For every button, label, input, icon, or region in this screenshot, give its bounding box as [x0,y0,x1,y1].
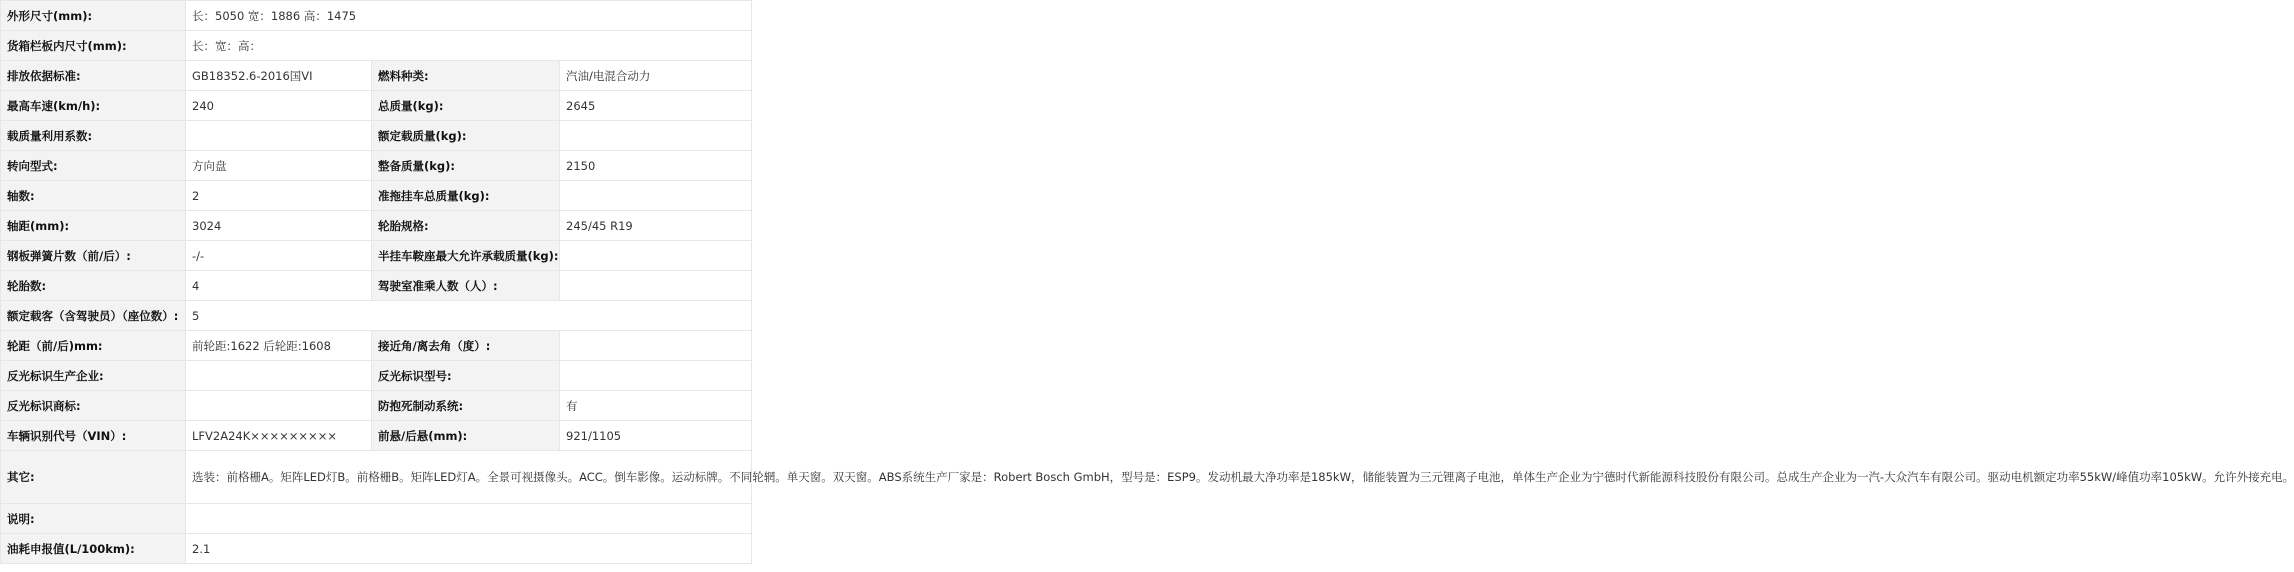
spec-value [560,271,752,301]
spec-label: 排放依据标准: [1,61,186,91]
spec-label: 反光标识型号: [372,361,560,391]
spec-value: 921/1105 [560,421,752,451]
spec-value [560,181,752,211]
spec-row [1,451,752,504]
spec-label: 轮胎规格: [372,211,560,241]
spec-row [1,91,752,121]
spec-label: 接近角/离去角（度）: [372,331,560,361]
spec-label: 钢板弹簧片数（前/后）: [1,241,186,271]
spec-value: 2.1 [186,534,752,564]
spec-label: 轮距（前/后)mm: [1,331,186,361]
spec-value [560,121,752,151]
spec-label: 载质量利用系数: [1,121,186,151]
spec-label: 驾驶室准乘人数（人）: [372,271,560,301]
spec-value: 2645 [560,91,752,121]
spec-value: 方向盘 [186,151,372,181]
spec-row [1,301,752,331]
spec-row [1,241,752,271]
spec-value [560,331,752,361]
spec-value [186,361,372,391]
spec-value [560,241,752,271]
spec-label: 额定载质量(kg): [372,121,560,151]
spec-label: 反光标识生产企业: [1,361,186,391]
spec-row [1,331,752,361]
spec-label: 准拖挂车总质量(kg): [372,181,560,211]
spec-value [560,361,752,391]
spec-row [1,151,752,181]
spec-label: 额定载客（含驾驶员）（座位数）: [1,301,186,331]
spec-value: 3024 [186,211,372,241]
spec-row [1,61,752,91]
spec-label: 轮胎数: [1,271,186,301]
spec-row [1,31,752,61]
spec-label: 总质量(kg): [372,91,560,121]
spec-row [1,211,752,241]
spec-row [1,421,752,451]
spec-value: 有 [560,391,752,421]
spec-value: 5 [186,301,752,331]
spec-value [186,504,752,534]
spec-label: 轴数: [1,181,186,211]
spec-label: 车辆识别代号（VIN）: [1,421,186,451]
spec-row [1,271,752,301]
spec-label: 前悬/后悬(mm): [372,421,560,451]
spec-value: 4 [186,271,372,301]
spec-value [186,391,372,421]
spec-row [1,121,752,151]
spec-value: 长：宽：高： [186,31,752,61]
spec-label: 整备质量(kg): [372,151,560,181]
spec-label: 半挂车鞍座最大允许承载质量(kg): [372,241,560,271]
spec-row [1,1,752,31]
spec-label: 最高车速(km/h): [1,91,186,121]
spec-label: 说明: [1,504,186,534]
spec-row [1,181,752,211]
spec-label: 轴距(mm): [1,211,186,241]
spec-label: 转向型式: [1,151,186,181]
spec-row [1,504,752,534]
spec-value: 长：5050 宽：1886 高：1475 [186,1,752,31]
spec-value: -/- [186,241,372,271]
spec-row [1,534,752,564]
spec-value: 240 [186,91,372,121]
spec-row [1,361,752,391]
spec-value: 2150 [560,151,752,181]
spec-value: 2 [186,181,372,211]
spec-label: 外形尺寸(mm): [1,1,186,31]
spec-label: 反光标识商标: [1,391,186,421]
spec-value: GB18352.6-2016国VI [186,61,372,91]
spec-value [186,121,372,151]
spec-label: 货箱栏板内尺寸(mm): [1,31,186,61]
spec-value: 选装：前格栅A。矩阵LED灯B。前格栅B。矩阵LED灯A。全景可视摄像头。ACC。倒车影像。运动标牌。不同轮辋。单天窗。双天窗。ABS系统生产厂家是：Robert Bosch GmbH，型号是：ESP9。发动机最大净功率是185kW，储能装置为三元锂离子电池，单体生产企业为宁德时代新能源科技股份有限公司。总成生产企业为一汽-大众汽车有限公司。驱动电机额定功率55kW/峰值功率105kW。允许外接充电。 [186,451,752,504]
spec-row [1,391,752,421]
spec-label: 油耗申报值(L/100km): [1,534,186,564]
spec-value: LFV2A24K××××××××× [186,421,372,451]
spec-value: 汽油/电混合动力 [560,61,752,91]
spec-label: 燃料种类: [372,61,560,91]
spec-label: 其它: [1,451,186,504]
spec-value: 245/45 R19 [560,211,752,241]
spec-value: 前轮距:1622 后轮距:1608 [186,331,372,361]
spec-label: 防抱死制动系统: [372,391,560,421]
spec-table-body [1,1,2294,564]
